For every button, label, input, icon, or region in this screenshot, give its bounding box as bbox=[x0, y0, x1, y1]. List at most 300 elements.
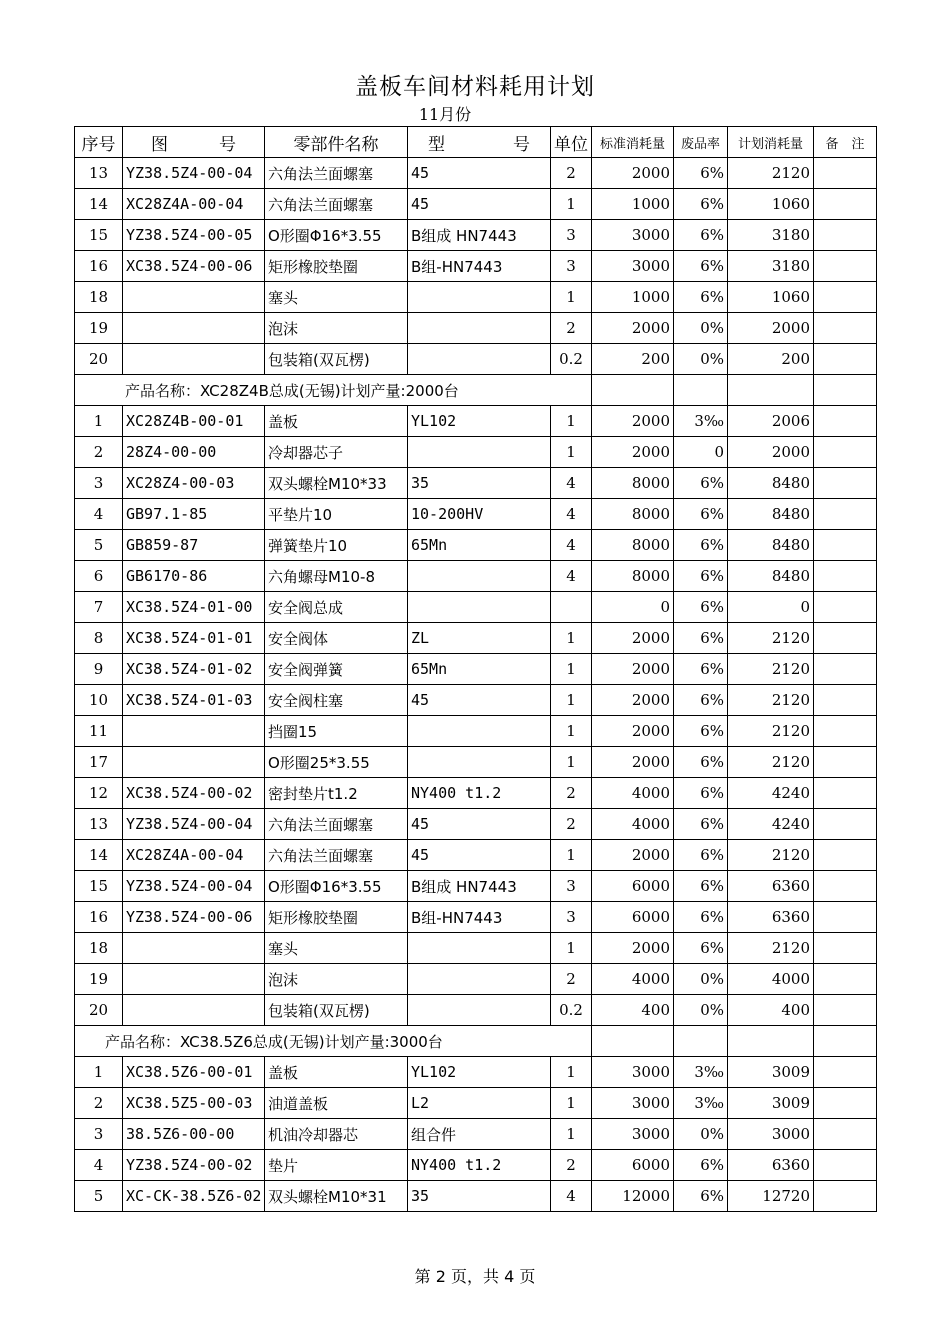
table-row bbox=[75, 499, 877, 530]
table-row bbox=[75, 964, 877, 995]
cell-scrap-rate: 6% bbox=[674, 282, 728, 313]
table-row bbox=[75, 1181, 877, 1212]
table-row bbox=[75, 778, 877, 809]
cell-part-name: O形圈Φ16*3.55 bbox=[265, 871, 408, 902]
cell-seq: 4 bbox=[75, 1150, 123, 1181]
cell-seq: 3 bbox=[75, 468, 123, 499]
cell-drawing-no: XC-CK-38.5Z6-02 bbox=[123, 1181, 265, 1212]
cell-scrap-rate: 6% bbox=[674, 716, 728, 747]
cell-std-consumption: 4000 bbox=[592, 809, 674, 840]
cell-drawing-no bbox=[123, 716, 265, 747]
cell-std-consumption: 6000 bbox=[592, 1150, 674, 1181]
cell-part-name: 矩形橡胶垫圈 bbox=[265, 251, 408, 282]
cell-part-name: 盖板 bbox=[265, 406, 408, 437]
table-row bbox=[75, 654, 877, 685]
cell-scrap-rate: 6% bbox=[674, 623, 728, 654]
cell-unit: 2 bbox=[551, 1150, 592, 1181]
cell-notes bbox=[814, 313, 877, 344]
cell-model bbox=[408, 344, 551, 375]
cell-part-name: 冷却器芯子 bbox=[265, 437, 408, 468]
cell-model: 10-200HV bbox=[408, 499, 551, 530]
cell-scrap-rate: 3‰ bbox=[674, 1057, 728, 1088]
cell-unit: 2 bbox=[551, 313, 592, 344]
cell-unit: 3 bbox=[551, 220, 592, 251]
cell-drawing-no: GB6170-86 bbox=[123, 561, 265, 592]
table-row bbox=[75, 809, 877, 840]
cell-std-consumption: 2000 bbox=[592, 623, 674, 654]
table-row bbox=[75, 747, 877, 778]
cell-part-name: 机油冷却器芯 bbox=[265, 1119, 408, 1150]
table-row bbox=[75, 933, 877, 964]
cell-scrap-rate: 0% bbox=[674, 313, 728, 344]
cell-unit: 1 bbox=[551, 437, 592, 468]
cell-model bbox=[408, 995, 551, 1026]
cell-unit: 1 bbox=[551, 282, 592, 313]
section-empty-cell bbox=[814, 1026, 877, 1057]
cell-plan-consumption: 2120 bbox=[728, 747, 814, 778]
cell-model bbox=[408, 964, 551, 995]
cell-model bbox=[408, 592, 551, 623]
cell-part-name: 六角法兰面螺塞 bbox=[265, 158, 408, 189]
cell-scrap-rate: 6% bbox=[674, 902, 728, 933]
table-row bbox=[75, 437, 877, 468]
cell-part-name: 挡圈15 bbox=[265, 716, 408, 747]
cell-notes bbox=[814, 964, 877, 995]
cell-part-name: 密封垫片t1.2 bbox=[265, 778, 408, 809]
table-row bbox=[75, 716, 877, 747]
cell-seq: 4 bbox=[75, 499, 123, 530]
cell-notes bbox=[814, 1181, 877, 1212]
header-plan-consumption: 计划消耗量 bbox=[728, 127, 814, 158]
table-row bbox=[75, 1119, 877, 1150]
cell-std-consumption: 2000 bbox=[592, 716, 674, 747]
cell-scrap-rate: 6% bbox=[674, 158, 728, 189]
cell-std-consumption: 12000 bbox=[592, 1181, 674, 1212]
cell-model: 35 bbox=[408, 468, 551, 499]
cell-notes bbox=[814, 933, 877, 964]
cell-notes bbox=[814, 220, 877, 251]
cell-part-name: 双头螺栓M10*33 bbox=[265, 468, 408, 499]
section-empty-cell bbox=[728, 1026, 814, 1057]
cell-std-consumption: 2000 bbox=[592, 406, 674, 437]
cell-drawing-no: YZ38.5Z4-00-05 bbox=[123, 220, 265, 251]
cell-model: YL102 bbox=[408, 1057, 551, 1088]
cell-notes bbox=[814, 282, 877, 313]
cell-part-name: 六角法兰面螺塞 bbox=[265, 189, 408, 220]
product-section-row bbox=[75, 375, 877, 406]
cell-drawing-no: XC38.5Z4-01-01 bbox=[123, 623, 265, 654]
cell-part-name: 六角法兰面螺塞 bbox=[265, 840, 408, 871]
cell-unit: 1 bbox=[551, 685, 592, 716]
cell-notes bbox=[814, 406, 877, 437]
cell-unit: 0.2 bbox=[551, 344, 592, 375]
cell-drawing-no: XC38.5Z4-00-06 bbox=[123, 251, 265, 282]
cell-scrap-rate: 0% bbox=[674, 344, 728, 375]
cell-plan-consumption: 4240 bbox=[728, 778, 814, 809]
cell-model bbox=[408, 437, 551, 468]
cell-seq: 16 bbox=[75, 902, 123, 933]
cell-drawing-no: XC28Z4B-00-01 bbox=[123, 406, 265, 437]
cell-plan-consumption: 3000 bbox=[728, 1119, 814, 1150]
cell-scrap-rate: 0 bbox=[674, 437, 728, 468]
cell-model bbox=[408, 933, 551, 964]
cell-notes bbox=[814, 995, 877, 1026]
cell-scrap-rate: 3‰ bbox=[674, 1088, 728, 1119]
cell-seq: 14 bbox=[75, 840, 123, 871]
cell-scrap-rate: 6% bbox=[674, 1181, 728, 1212]
cell-plan-consumption: 8480 bbox=[728, 530, 814, 561]
cell-std-consumption: 2000 bbox=[592, 933, 674, 964]
cell-plan-consumption: 2120 bbox=[728, 158, 814, 189]
cell-scrap-rate: 6% bbox=[674, 1150, 728, 1181]
cell-notes bbox=[814, 1119, 877, 1150]
cell-drawing-no: XC38.5Z5-00-03 bbox=[123, 1088, 265, 1119]
table-row bbox=[75, 995, 877, 1026]
cell-scrap-rate: 6% bbox=[674, 251, 728, 282]
cell-seq: 1 bbox=[75, 1057, 123, 1088]
cell-std-consumption: 3000 bbox=[592, 251, 674, 282]
cell-model: 45 bbox=[408, 840, 551, 871]
cell-model: L2 bbox=[408, 1088, 551, 1119]
cell-drawing-no: GB97.1-85 bbox=[123, 499, 265, 530]
cell-unit: 3 bbox=[551, 251, 592, 282]
cell-std-consumption: 3000 bbox=[592, 220, 674, 251]
cell-seq: 10 bbox=[75, 685, 123, 716]
cell-std-consumption: 1000 bbox=[592, 189, 674, 220]
cell-scrap-rate: 0% bbox=[674, 995, 728, 1026]
cell-model: B组-HN7443 bbox=[408, 902, 551, 933]
cell-scrap-rate: 6% bbox=[674, 933, 728, 964]
cell-part-name: 垫片 bbox=[265, 1150, 408, 1181]
cell-plan-consumption: 2000 bbox=[728, 313, 814, 344]
cell-plan-consumption: 2000 bbox=[728, 437, 814, 468]
header-scrap-rate: 废品率 bbox=[674, 127, 728, 158]
cell-model bbox=[408, 747, 551, 778]
cell-model: B组-HN7443 bbox=[408, 251, 551, 282]
cell-std-consumption: 3000 bbox=[592, 1119, 674, 1150]
cell-seq: 5 bbox=[75, 1181, 123, 1212]
cell-seq: 1 bbox=[75, 406, 123, 437]
cell-drawing-no: GB859-87 bbox=[123, 530, 265, 561]
header-notes: 备 注 bbox=[814, 127, 877, 158]
cell-part-name: 平垫片10 bbox=[265, 499, 408, 530]
cell-unit: 4 bbox=[551, 530, 592, 561]
cell-unit: 3 bbox=[551, 871, 592, 902]
cell-std-consumption: 2000 bbox=[592, 685, 674, 716]
cell-part-name: 矩形橡胶垫圈 bbox=[265, 902, 408, 933]
cell-plan-consumption: 200 bbox=[728, 344, 814, 375]
cell-model bbox=[408, 716, 551, 747]
cell-drawing-no: YZ38.5Z4-00-06 bbox=[123, 902, 265, 933]
cell-unit: 4 bbox=[551, 1181, 592, 1212]
cell-drawing-no: 28Z4-00-00 bbox=[123, 437, 265, 468]
cell-scrap-rate: 6% bbox=[674, 530, 728, 561]
cell-seq: 6 bbox=[75, 561, 123, 592]
cell-plan-consumption: 2120 bbox=[728, 685, 814, 716]
cell-unit: 2 bbox=[551, 158, 592, 189]
cell-plan-consumption: 2120 bbox=[728, 623, 814, 654]
cell-plan-consumption: 2120 bbox=[728, 716, 814, 747]
cell-plan-consumption: 2120 bbox=[728, 654, 814, 685]
cell-unit: 4 bbox=[551, 561, 592, 592]
cell-plan-consumption: 2120 bbox=[728, 840, 814, 871]
cell-notes bbox=[814, 871, 877, 902]
table-row bbox=[75, 313, 877, 344]
cell-scrap-rate: 0% bbox=[674, 1119, 728, 1150]
cell-notes bbox=[814, 530, 877, 561]
cell-model: 45 bbox=[408, 189, 551, 220]
cell-unit: 1 bbox=[551, 716, 592, 747]
table-row bbox=[75, 251, 877, 282]
cell-part-name: O形圈Φ16*3.55 bbox=[265, 220, 408, 251]
product-section-label: 产品名称：XC38.5Z6总成(无锡)计划产量:3000台 bbox=[75, 1026, 551, 1057]
cell-seq: 20 bbox=[75, 995, 123, 1026]
header-row bbox=[75, 127, 877, 158]
cell-part-name: 油道盖板 bbox=[265, 1088, 408, 1119]
cell-part-name: 盖板 bbox=[265, 1057, 408, 1088]
cell-notes bbox=[814, 251, 877, 282]
page-title: 盖板车间材料耗用计划 bbox=[355, 74, 595, 100]
section-empty-cell bbox=[674, 1026, 728, 1057]
cell-std-consumption: 0 bbox=[592, 592, 674, 623]
table-row bbox=[75, 871, 877, 902]
cell-std-consumption: 1000 bbox=[592, 282, 674, 313]
section-empty-cell bbox=[674, 375, 728, 406]
cell-seq: 15 bbox=[75, 871, 123, 902]
month-subtitle: 11月份 bbox=[418, 105, 472, 124]
cell-drawing-no: XC38.5Z4-01-03 bbox=[123, 685, 265, 716]
cell-drawing-no bbox=[123, 933, 265, 964]
cell-drawing-no: XC38.5Z4-01-02 bbox=[123, 654, 265, 685]
cell-plan-consumption: 6360 bbox=[728, 1150, 814, 1181]
header-unit: 单位 bbox=[551, 127, 592, 158]
cell-plan-consumption: 1060 bbox=[728, 189, 814, 220]
cell-plan-consumption: 6360 bbox=[728, 871, 814, 902]
table-row bbox=[75, 220, 877, 251]
cell-seq: 18 bbox=[75, 933, 123, 964]
cell-std-consumption: 2000 bbox=[592, 437, 674, 468]
cell-part-name: 泡沫 bbox=[265, 964, 408, 995]
cell-plan-consumption: 6360 bbox=[728, 902, 814, 933]
cell-std-consumption: 400 bbox=[592, 995, 674, 1026]
cell-drawing-no: XC28Z4-00-03 bbox=[123, 468, 265, 499]
cell-std-consumption: 8000 bbox=[592, 499, 674, 530]
cell-seq: 8 bbox=[75, 623, 123, 654]
cell-plan-consumption: 1060 bbox=[728, 282, 814, 313]
cell-plan-consumption: 4240 bbox=[728, 809, 814, 840]
cell-drawing-no: XC38.5Z6-00-01 bbox=[123, 1057, 265, 1088]
cell-part-name: 弹簧垫片10 bbox=[265, 530, 408, 561]
cell-notes bbox=[814, 499, 877, 530]
cell-std-consumption: 8000 bbox=[592, 530, 674, 561]
cell-drawing-no: XC38.5Z4-01-00 bbox=[123, 592, 265, 623]
table-row bbox=[75, 902, 877, 933]
cell-scrap-rate: 3‰ bbox=[674, 406, 728, 437]
cell-plan-consumption: 0 bbox=[728, 592, 814, 623]
cell-unit: 1 bbox=[551, 623, 592, 654]
cell-notes bbox=[814, 1057, 877, 1088]
cell-unit: 1 bbox=[551, 1057, 592, 1088]
cell-unit: 1 bbox=[551, 840, 592, 871]
cell-seq: 2 bbox=[75, 1088, 123, 1119]
cell-plan-consumption: 2120 bbox=[728, 933, 814, 964]
cell-notes bbox=[814, 809, 877, 840]
cell-std-consumption: 200 bbox=[592, 344, 674, 375]
cell-notes bbox=[814, 902, 877, 933]
cell-unit: 4 bbox=[551, 499, 592, 530]
cell-seq: 12 bbox=[75, 778, 123, 809]
cell-drawing-no: YZ38.5Z4-00-04 bbox=[123, 158, 265, 189]
cell-notes bbox=[814, 840, 877, 871]
cell-seq: 13 bbox=[75, 809, 123, 840]
cell-model: 45 bbox=[408, 685, 551, 716]
cell-unit: 2 bbox=[551, 778, 592, 809]
cell-notes bbox=[814, 1088, 877, 1119]
cell-std-consumption: 6000 bbox=[592, 871, 674, 902]
cell-model: NY400 t1.2 bbox=[408, 778, 551, 809]
product-section-row bbox=[75, 1026, 877, 1057]
cell-scrap-rate: 6% bbox=[674, 654, 728, 685]
cell-std-consumption: 2000 bbox=[592, 747, 674, 778]
cell-drawing-no bbox=[123, 282, 265, 313]
cell-notes bbox=[814, 437, 877, 468]
cell-model: B组成 HN7443 bbox=[408, 871, 551, 902]
cell-part-name: 双头螺栓M10*31 bbox=[265, 1181, 408, 1212]
cell-scrap-rate: 6% bbox=[674, 747, 728, 778]
cell-part-name: 安全阀弹簧 bbox=[265, 654, 408, 685]
cell-scrap-rate: 6% bbox=[674, 778, 728, 809]
header-part-name: 零部件名称 bbox=[265, 127, 408, 158]
cell-unit: 3 bbox=[551, 902, 592, 933]
cell-notes bbox=[814, 344, 877, 375]
cell-model: YL102 bbox=[408, 406, 551, 437]
cell-plan-consumption: 4000 bbox=[728, 964, 814, 995]
header-seq: 序号 bbox=[75, 127, 123, 158]
cell-drawing-no bbox=[123, 313, 265, 344]
section-empty-cell bbox=[592, 375, 674, 406]
cell-drawing-no: XC28Z4A-00-04 bbox=[123, 840, 265, 871]
section-empty-cell bbox=[728, 375, 814, 406]
table-row bbox=[75, 158, 877, 189]
cell-scrap-rate: 6% bbox=[674, 189, 728, 220]
cell-seq: 18 bbox=[75, 282, 123, 313]
cell-plan-consumption: 12720 bbox=[728, 1181, 814, 1212]
cell-part-name: 包装箱(双瓦楞) bbox=[265, 344, 408, 375]
cell-seq: 11 bbox=[75, 716, 123, 747]
cell-drawing-no: XC28Z4A-00-04 bbox=[123, 189, 265, 220]
header-model: 型 号 bbox=[408, 127, 551, 158]
cell-plan-consumption: 3180 bbox=[728, 251, 814, 282]
table-row bbox=[75, 685, 877, 716]
cell-notes bbox=[814, 716, 877, 747]
section-empty-cell bbox=[814, 375, 877, 406]
cell-scrap-rate: 6% bbox=[674, 561, 728, 592]
cell-drawing-no bbox=[123, 747, 265, 778]
cell-seq: 13 bbox=[75, 158, 123, 189]
cell-notes bbox=[814, 685, 877, 716]
cell-model bbox=[408, 313, 551, 344]
cell-seq: 16 bbox=[75, 251, 123, 282]
cell-part-name: 安全阀体 bbox=[265, 623, 408, 654]
cell-plan-consumption: 3180 bbox=[728, 220, 814, 251]
cell-std-consumption: 6000 bbox=[592, 902, 674, 933]
cell-scrap-rate: 6% bbox=[674, 809, 728, 840]
cell-seq: 17 bbox=[75, 747, 123, 778]
cell-unit: 1 bbox=[551, 1088, 592, 1119]
cell-plan-consumption: 3009 bbox=[728, 1057, 814, 1088]
cell-notes bbox=[814, 623, 877, 654]
cell-part-name: 塞头 bbox=[265, 933, 408, 964]
section-empty-cell bbox=[551, 375, 592, 406]
table-row bbox=[75, 561, 877, 592]
cell-part-name: O形圈25*3.55 bbox=[265, 747, 408, 778]
cell-part-name: 泡沫 bbox=[265, 313, 408, 344]
cell-notes bbox=[814, 747, 877, 778]
cell-notes bbox=[814, 468, 877, 499]
cell-part-name: 安全阀总成 bbox=[265, 592, 408, 623]
cell-notes bbox=[814, 778, 877, 809]
cell-seq: 3 bbox=[75, 1119, 123, 1150]
table-row bbox=[75, 344, 877, 375]
cell-notes bbox=[814, 189, 877, 220]
cell-plan-consumption: 2006 bbox=[728, 406, 814, 437]
cell-seq: 15 bbox=[75, 220, 123, 251]
cell-drawing-no: YZ38.5Z4-00-04 bbox=[123, 809, 265, 840]
cell-std-consumption: 3000 bbox=[592, 1057, 674, 1088]
cell-seq: 5 bbox=[75, 530, 123, 561]
cell-model: 组合件 bbox=[408, 1119, 551, 1150]
cell-unit: 2 bbox=[551, 809, 592, 840]
page-footer: 第 2 页，共 4 页 bbox=[414, 1267, 536, 1286]
cell-model bbox=[408, 561, 551, 592]
table-body bbox=[75, 158, 877, 1212]
cell-std-consumption: 8000 bbox=[592, 468, 674, 499]
cell-model bbox=[408, 282, 551, 313]
cell-model: B组成 HN7443 bbox=[408, 220, 551, 251]
cell-std-consumption: 8000 bbox=[592, 561, 674, 592]
cell-model: ZL bbox=[408, 623, 551, 654]
cell-model: 45 bbox=[408, 158, 551, 189]
cell-model: NY400 t1.2 bbox=[408, 1150, 551, 1181]
cell-seq: 2 bbox=[75, 437, 123, 468]
cell-unit bbox=[551, 592, 592, 623]
table-row bbox=[75, 406, 877, 437]
cell-drawing-no: YZ38.5Z4-00-02 bbox=[123, 1150, 265, 1181]
cell-scrap-rate: 6% bbox=[674, 468, 728, 499]
cell-drawing-no: YZ38.5Z4-00-04 bbox=[123, 871, 265, 902]
cell-part-name: 包装箱(双瓦楞) bbox=[265, 995, 408, 1026]
cell-scrap-rate: 6% bbox=[674, 592, 728, 623]
cell-notes bbox=[814, 592, 877, 623]
cell-seq: 9 bbox=[75, 654, 123, 685]
cell-seq: 14 bbox=[75, 189, 123, 220]
cell-std-consumption: 2000 bbox=[592, 840, 674, 871]
cell-model: 65Mn bbox=[408, 654, 551, 685]
table-row bbox=[75, 592, 877, 623]
cell-std-consumption: 4000 bbox=[592, 778, 674, 809]
cell-seq: 19 bbox=[75, 313, 123, 344]
material-plan-table bbox=[74, 126, 877, 1212]
cell-plan-consumption: 8480 bbox=[728, 499, 814, 530]
section-empty-cell bbox=[592, 1026, 674, 1057]
cell-unit: 2 bbox=[551, 964, 592, 995]
cell-std-consumption: 4000 bbox=[592, 964, 674, 995]
cell-unit: 1 bbox=[551, 406, 592, 437]
cell-notes bbox=[814, 158, 877, 189]
cell-drawing-no bbox=[123, 344, 265, 375]
cell-notes bbox=[814, 1150, 877, 1181]
cell-std-consumption: 2000 bbox=[592, 654, 674, 685]
